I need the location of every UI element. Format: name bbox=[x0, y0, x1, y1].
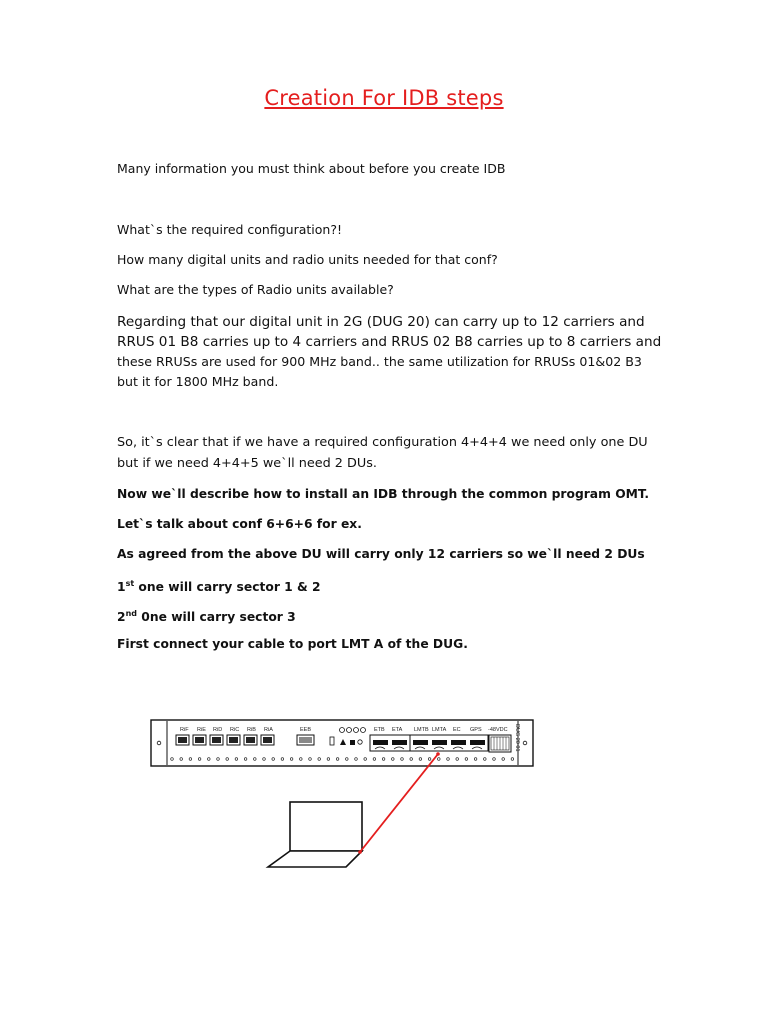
port-label-lmtb: LMTB bbox=[414, 727, 429, 733]
conclusion-line: So, it`s clear that if we have a required configuration 4+4+4 we need only one DU bbox=[117, 435, 648, 450]
conclusion-line: but if we need 4+4+5 we`ll need 2 DUs. bbox=[117, 456, 377, 471]
ordinal-text: 0ne will carry sector 3 bbox=[136, 610, 296, 624]
port-label-ric: RiC bbox=[230, 727, 240, 733]
ordinal-text: one will carry sector 1 & 2 bbox=[134, 580, 321, 594]
port-label-gps: GPS bbox=[470, 727, 482, 733]
page-title: Creation For IDB steps bbox=[264, 86, 504, 110]
port-label-etb: ETB bbox=[374, 727, 385, 733]
ordinal-suffix: nd bbox=[125, 609, 137, 618]
ordinal-suffix: st bbox=[125, 579, 135, 588]
ordinal-number: 1 bbox=[117, 580, 126, 594]
laptop-icon bbox=[268, 802, 362, 867]
question-units: How many digital units and radio units needed for that conf? bbox=[117, 252, 498, 267]
bold-line-lmt: First connect your cable to port LMT A of the DUG. bbox=[117, 637, 468, 651]
question-configuration: What`s the required configuration?! bbox=[117, 222, 342, 237]
question-radio-types: What are the types of Radio units available? bbox=[117, 282, 394, 297]
port-label-rib: RiB bbox=[247, 727, 256, 733]
dug-side-label: DUG 20 01 bbox=[514, 724, 520, 752]
eeb-port-inner bbox=[299, 737, 312, 743]
ethernet-port-group bbox=[370, 735, 410, 751]
power-label: -48VDC bbox=[488, 727, 508, 733]
port-label-rid: RiD bbox=[213, 727, 223, 733]
regarding-line: RRUS 01 B8 carries up to 4 carriers and RRUS 02 B8 carries up to 8 carriers and bbox=[117, 334, 662, 350]
intro-text: Many information you must think about before you create IDB bbox=[117, 161, 506, 176]
bold-line-carriers: As agreed from the above DU will carry only 12 carriers so we`ll need 2 DUs bbox=[117, 547, 645, 561]
port-label-ria: RiA bbox=[264, 727, 273, 733]
regarding-line: but it for 1800 MHz band. bbox=[117, 374, 279, 389]
lmt-cable bbox=[360, 754, 438, 852]
port-label-rif: RiF bbox=[180, 727, 189, 733]
bold-line-conf: Let`s talk about conf 6+6+6 for ex. bbox=[117, 517, 362, 531]
port-label-eta: ETA bbox=[392, 727, 403, 733]
port-label-eeb: EEB bbox=[300, 727, 312, 733]
power-connector bbox=[489, 735, 511, 752]
ordinal-number: 2 bbox=[117, 610, 126, 624]
port-label-ec: EC bbox=[453, 727, 461, 733]
cable-end-dug bbox=[436, 752, 440, 756]
bold-line-omt: Now we`ll describe how to install an IDB through the common program OMT. bbox=[117, 487, 650, 501]
regarding-line: Regarding that our digital unit in 2G (DUG 20) can carry up to 12 carriers and bbox=[117, 314, 645, 330]
port-label-lmta: LMTA bbox=[432, 727, 447, 733]
cable-end-laptop bbox=[358, 850, 362, 854]
regarding-line: these RRUSs are used for 900 MHz band.. the same utilization for RRUSs 01&02 B3 bbox=[117, 354, 642, 369]
management-port-group bbox=[410, 735, 488, 751]
port-label-rie: RiE bbox=[197, 727, 206, 733]
